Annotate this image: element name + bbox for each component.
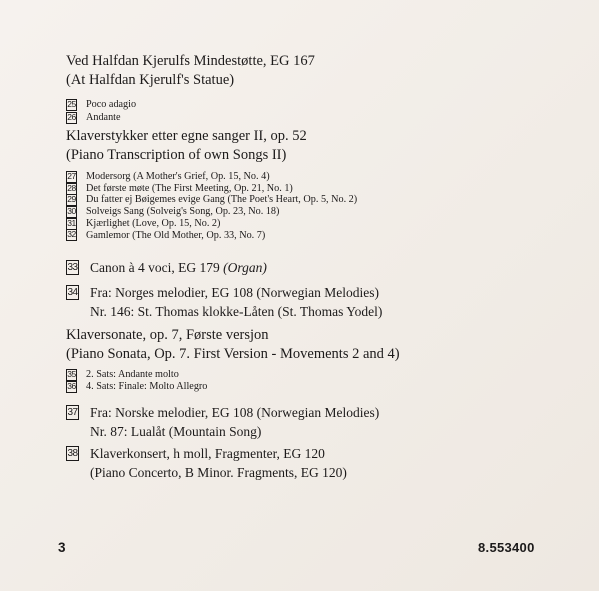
track-number-box: 37 [67,407,78,418]
track-title: Canon à 4 voci, EG 179 [90,260,220,275]
section2-subtitle: (Piano Transcription of own Songs II) [66,147,287,163]
track-title: Gamlemor (The Old Mother, Op. 33, No. 7) [86,229,266,241]
track-title: 2. Sats: Andante molto [86,369,179,381]
track-row [66,111,136,124]
track-title-line2: Nr. 146: St. Thomas klokke-Låten (St. Thomas Yodel) [90,304,383,319]
track-row [66,218,357,230]
track-title-line1: Fra: Norske melodier, EG 108 (Norwegian Melodies) [90,405,380,420]
section3-title: Klaversonate, op. 7, Første versjon [66,327,269,343]
track-title: Poco adagio [86,98,137,110]
track-row [66,171,357,183]
track-title: Andante [86,111,121,123]
track-row [66,283,382,302]
track-number-box: 35 [67,369,76,379]
track34-entry [66,283,382,321]
section2-title: Klaverstykker etter egne sanger II, op. 52 [66,128,307,144]
track-row [66,258,267,277]
track38-entry [66,444,347,482]
track-row [66,369,207,381]
track33-entry [66,258,267,277]
section1-subtitle: (At Halfdan Kjerulf's Statue) [66,72,235,88]
track-number-box: 26 [67,111,76,122]
track-title: Det første møte (The First Meeting, Op. 21, No. 1) [86,182,293,194]
track-title: Du fatter ej Bøigemes evige Gang (The Poet's Heart, Op. 5, No. 2) [86,194,358,206]
section3-tracklist [66,369,207,393]
track-title-line2: (Piano Concerto, B Minor. Fragments, EG 120) [90,465,347,480]
track-title: Solveigs Sang (Solveig's Song, Op. 23, No. 18) [86,206,280,218]
track-number-box: 38 [67,448,78,459]
track-row [66,98,136,111]
track-row [66,194,357,206]
track37-entry [66,403,379,441]
track-row [66,444,347,463]
track-number-box: 25 [67,98,76,109]
section1-heading [66,52,315,90]
track-row [66,403,379,422]
track-number-box: 27 [67,170,76,181]
track-title-line1: Klaverkonsert, h moll, Fragmenter, EG 120 [90,446,325,461]
track-row [66,183,357,195]
track-title-line1: Fra: Norges melodier, EG 108 (Norwegian Melodies) [90,285,380,300]
section2-tracklist [66,171,357,241]
catalog-number: 8.553400 [478,540,535,555]
section1-title: Ved Halfdan Kjerulfs Mindestøtte, EG 167 [66,53,315,69]
track-title: Kjærlighet (Love, Op. 15, No. 2) [86,217,221,229]
section3-heading [66,326,400,364]
section2-heading [66,127,307,165]
page-number: 3 [58,540,66,555]
track-number-box: 29 [67,194,76,205]
track-number-box: 34 [67,287,78,298]
track-row [66,206,357,218]
track-row [66,381,207,393]
track-number-box: 32 [67,229,76,240]
track-number-box: 33 [67,262,78,273]
track-title: 4. Sats: Finale: Molto Allegro [86,381,208,393]
track-number-box: 30 [67,205,76,216]
track-title-line2: Nr. 87: Lualåt (Mountain Song) [90,424,262,439]
track-title: Modersorg (A Mother's Grief, Op. 15, No. 4) [86,171,270,183]
section3-subtitle: (Piano Sonata, Op. 7. First Version - Movements 2 and 4) [66,346,400,362]
track-number-box: 31 [67,217,76,228]
track-number-box: 28 [67,182,76,193]
track-title-italic: (Organ) [223,260,267,275]
track-row [66,229,357,241]
track-number-box: 36 [67,381,76,391]
section1-tracklist [66,98,136,124]
